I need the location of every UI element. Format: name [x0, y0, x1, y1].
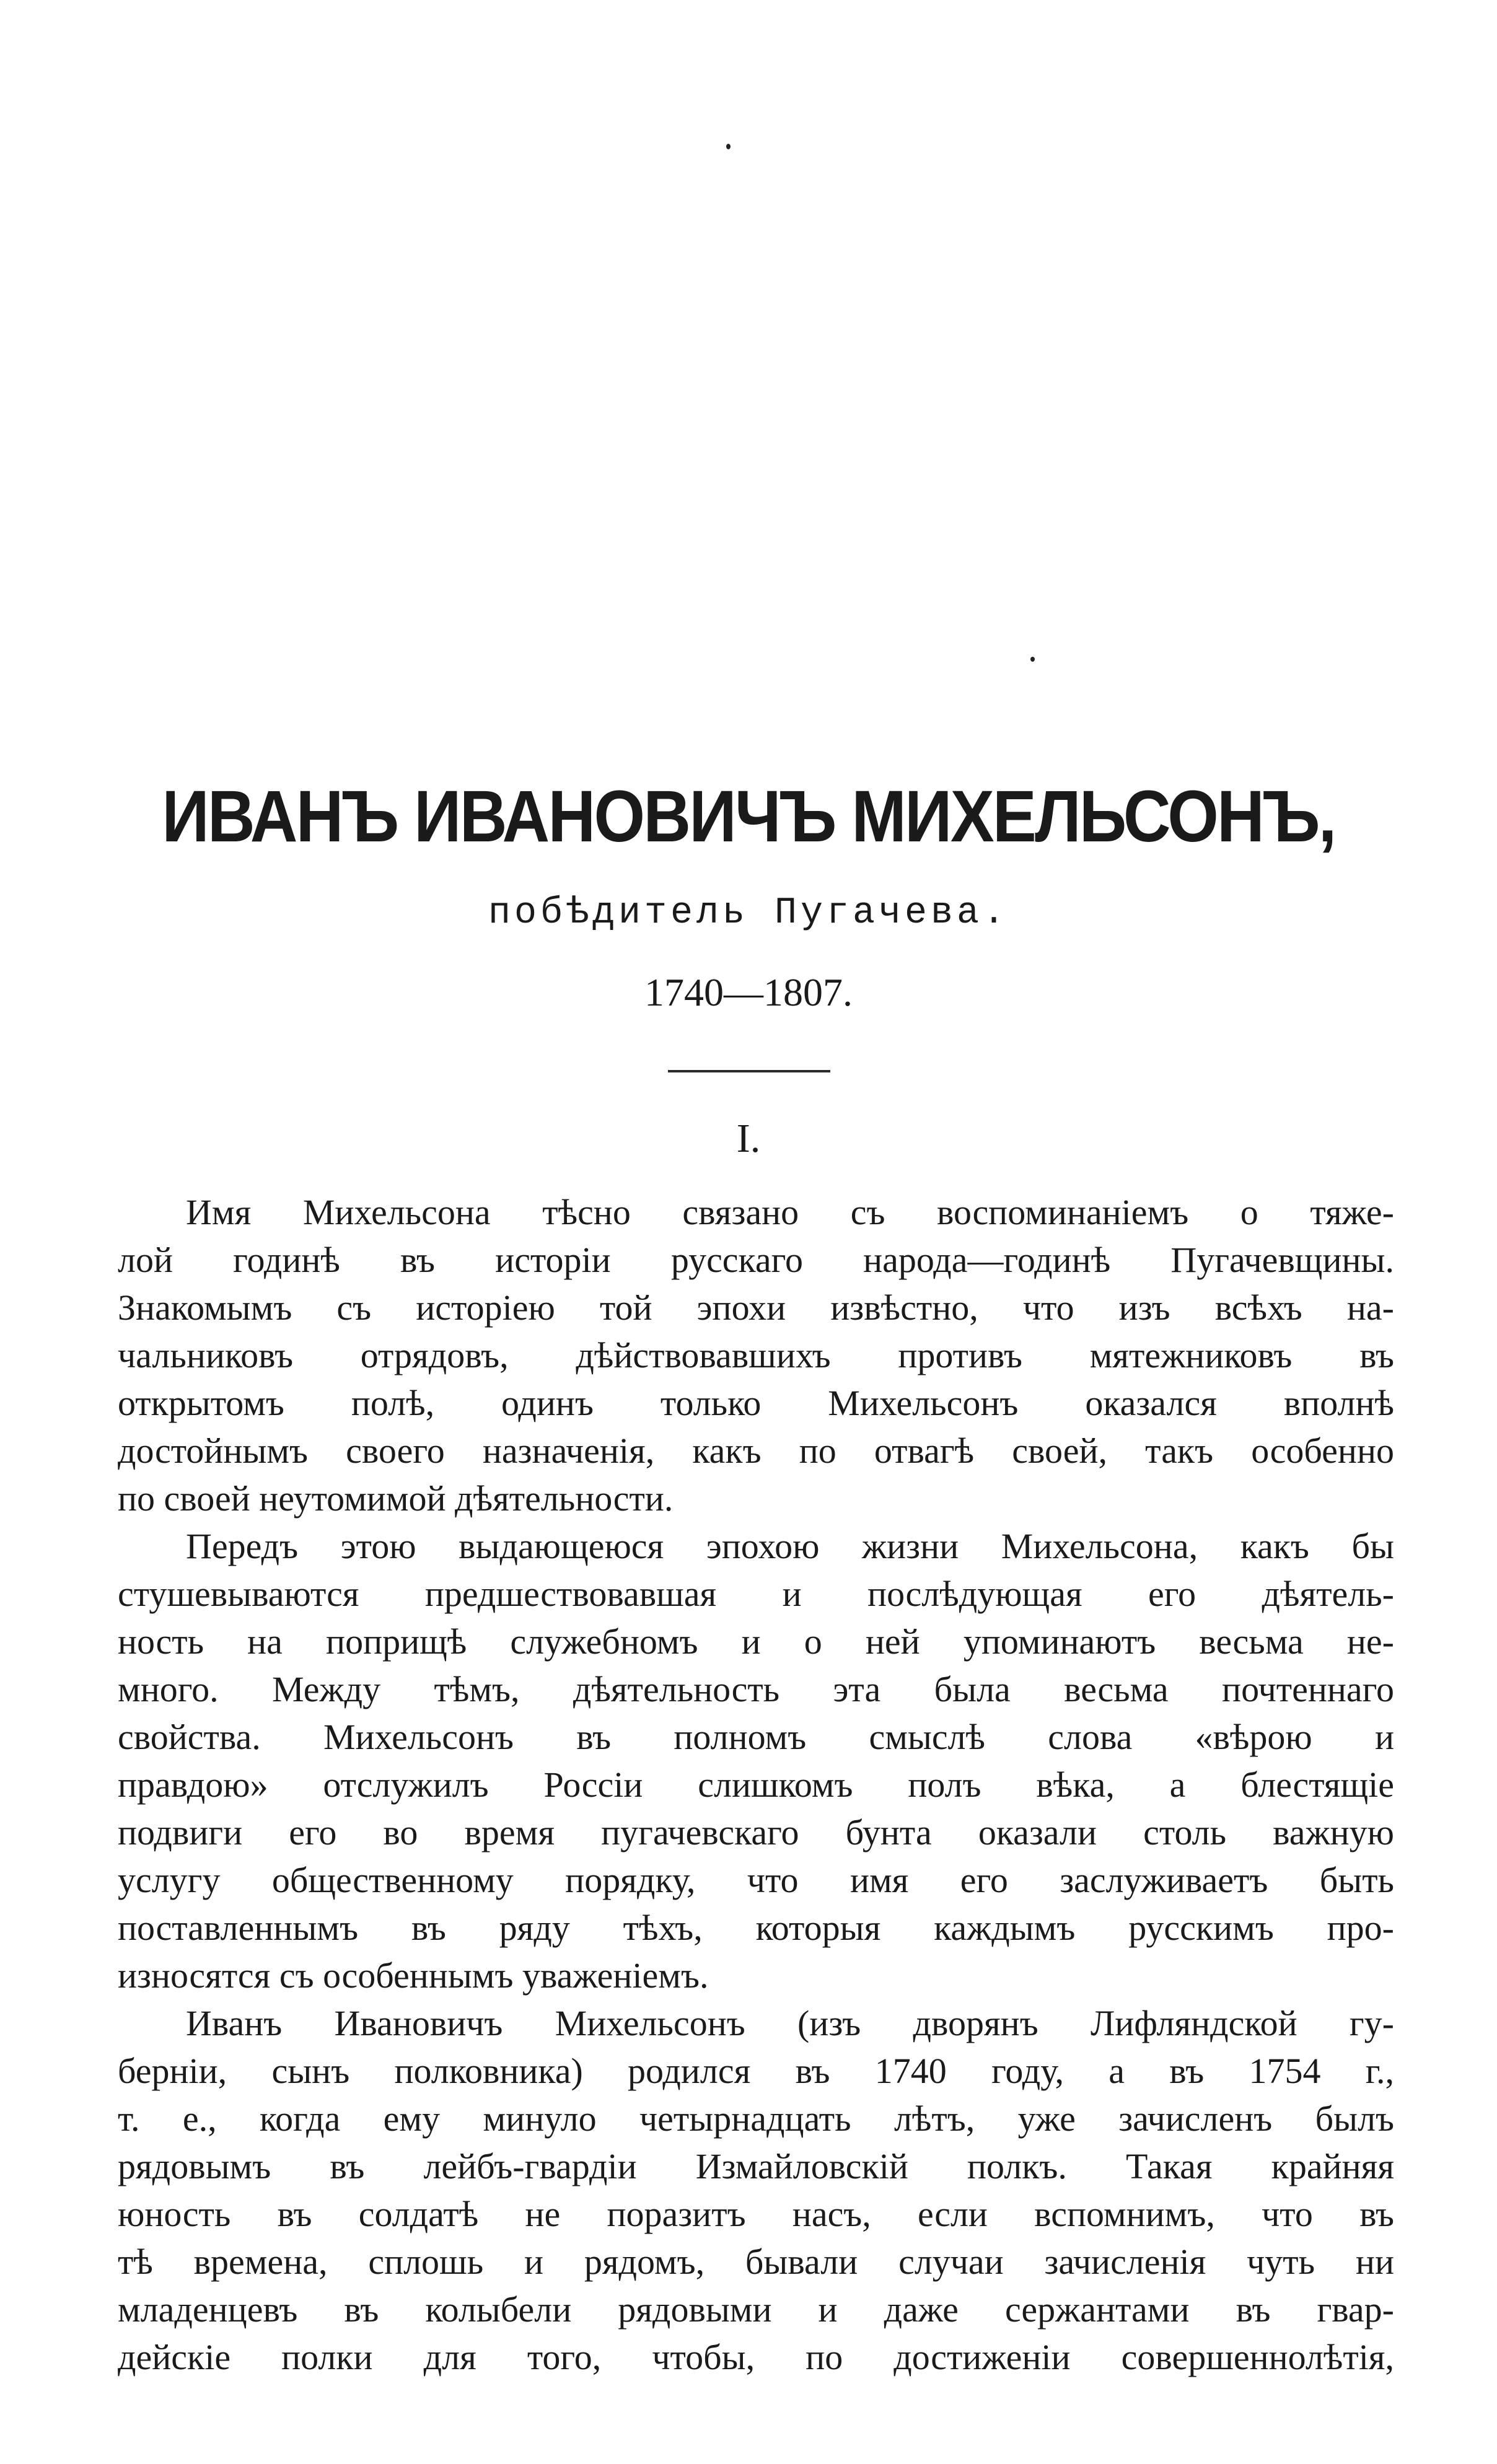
text-line: тѣ времена, сплошь и рядомъ, бывали случаи зачисленія чуть ни — [118, 2242, 1394, 2282]
text-line: Имя Михельсона тѣсно связано съ воспоминаніемъ о тяже- — [186, 1192, 1394, 1232]
text-line: поставленнымъ въ ряду тѣхъ, которыя каждымъ русскимъ про- — [118, 1908, 1394, 1948]
text-line: т. е., когда ему минуло четырнадцать лѣтъ, уже зачисленъ былъ — [118, 2098, 1394, 2139]
text-line: износятся съ особеннымъ уваженіемъ. — [118, 1955, 709, 1996]
paragraph-3 — [118, 1999, 1394, 2381]
print-speck — [726, 144, 731, 149]
text-line: лой годинѣ въ исторіи русскаго народа—годинѣ Пугачевщины. — [118, 1240, 1394, 1280]
text-line: достойнымъ своего назначенія, какъ по отвагѣ своей, такъ особенно — [118, 1431, 1394, 1471]
print-speck — [1030, 657, 1035, 662]
text-line: свойства. Михельсонъ въ полномъ смыслѣ слова «вѣрою и — [118, 1717, 1394, 1757]
text-line: правдою» отслужилъ Россіи слишкомъ полъ вѣка, а блестящіе — [118, 1765, 1394, 1805]
article-title: ИВАНЪ ИВАНОВИЧЪ МИХЕЛЬСОНЪ, — [162, 776, 1335, 857]
paragraph-2 — [118, 1522, 1394, 1999]
article-subtitle: побѣдитель Пугачева. — [488, 892, 1009, 934]
text-line: подвиги его во время пугачевскаго бунта оказали столь важную — [118, 1812, 1394, 1852]
body-text — [118, 1188, 1394, 2381]
text-line: юность въ солдатѣ не поразитъ насъ, если вспомнимъ, что въ — [118, 2194, 1394, 2234]
article-dates: 1740—1807. — [644, 970, 853, 1014]
text-line: дейскіе полки для того, чтобы, по достиженіи совершеннолѣтія, — [118, 2337, 1394, 2377]
text-line: услугу общественному порядку, что имя его заслуживаетъ быть — [118, 1860, 1394, 1900]
text-line: открытомъ полѣ, одинъ только Михельсонъ оказался вполнѣ — [118, 1383, 1394, 1423]
paragraph-1 — [118, 1188, 1394, 1522]
text-line: Иванъ Ивановичъ Михельсонъ (изъ дворянъ Лифляндской гу- — [186, 2003, 1394, 2043]
text-line: много. Между тѣмъ, дѣятельность эта была весьма почтеннаго — [118, 1669, 1394, 1709]
text-line: ность на поприщѣ служебномъ и о ней упоминаютъ весьма не- — [118, 1621, 1394, 1662]
text-line: Передъ этою выдающеюся эпохою жизни Михельсона, какъ бы — [186, 1526, 1394, 1566]
text-line: берніи, сынъ полковника) родился въ 1740 году, а въ 1754 г., — [118, 2051, 1394, 2091]
chapter-number: I. — [736, 1116, 761, 1161]
text-line: рядовымъ въ лейбъ-гвардіи Измайловскій полкъ. Такая крайняя — [118, 2146, 1394, 2186]
text-line: младенцевъ въ колыбели рядовыми и даже сержантами въ гвар- — [118, 2289, 1394, 2330]
text-line: по своей неутомимой дѣятельности. — [118, 1478, 674, 1519]
section-rule — [668, 1070, 830, 1072]
text-line: стушевываются предшествовавшая и послѣдующая его дѣятель- — [118, 1574, 1394, 1614]
text-line: Знакомымъ съ исторіею той эпохи извѣстно, что изъ всѣхъ на- — [118, 1287, 1394, 1328]
text-line: чальниковъ отрядовъ, дѣйствовавшихъ противъ мятежниковъ въ — [118, 1335, 1394, 1375]
